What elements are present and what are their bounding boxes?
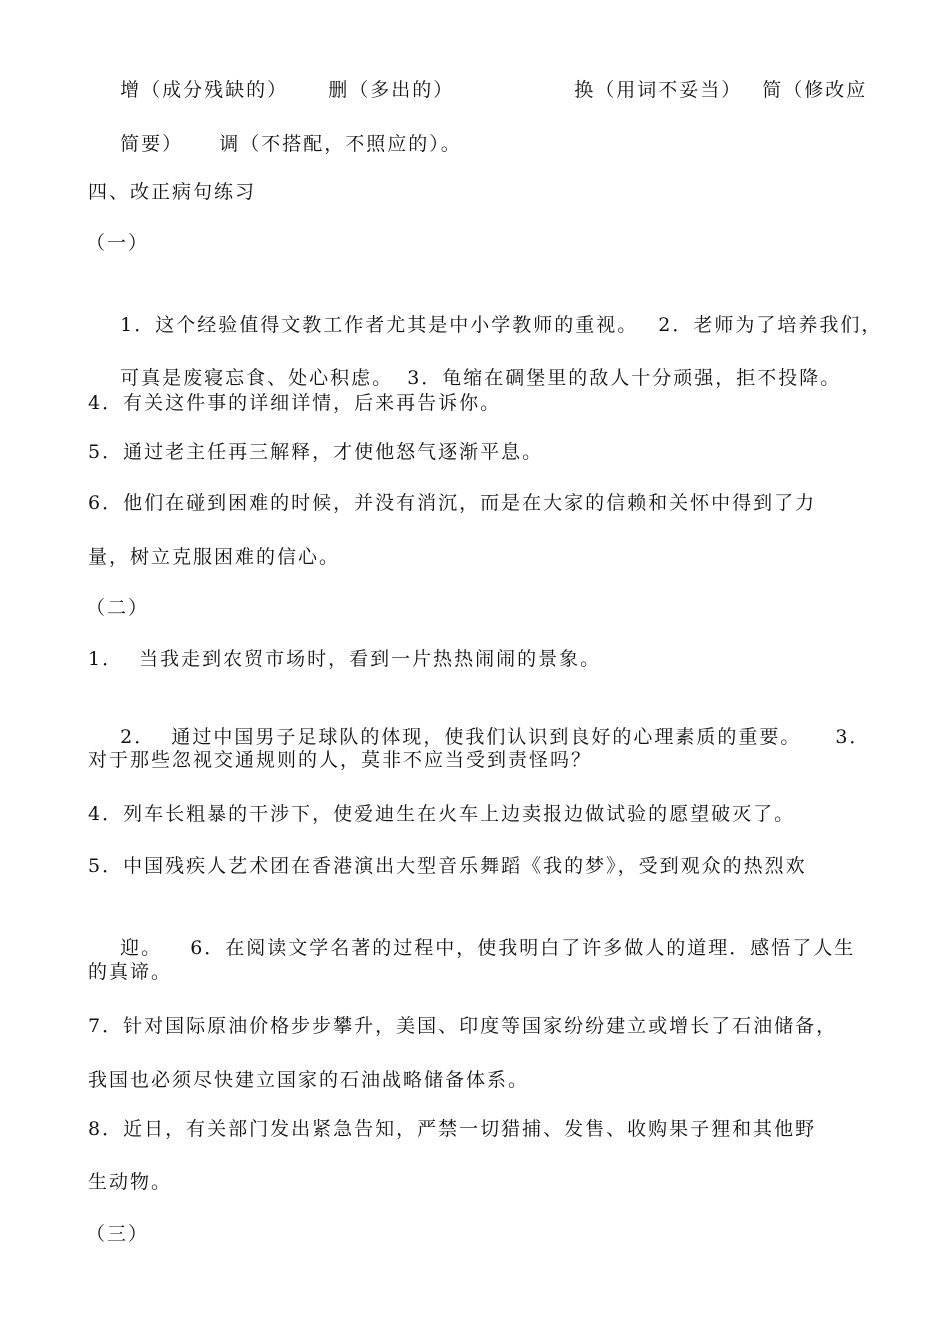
sentence-2-2: 2． 通过中国男子足球队的体现，使我们认识到良好的心理素质的重要。 <box>120 726 802 748</box>
methods-line-2 <box>88 102 462 186</box>
sentence-2-6-cont: 的真谛。 <box>88 961 173 983</box>
sentence-1-5: 5．通过老主任再三解释，才使他怒气逐渐平息。 <box>88 441 544 463</box>
section-title: 四、改正病句练习 <box>88 181 257 203</box>
method-jian-start: 简（修改应 <box>762 79 868 101</box>
sentence-1-2-cont: 可真是废寝忘食、处心积虑。 <box>120 367 394 389</box>
sentence-1-3: 3．龟缩在碉堡里的敌人十分顽强，拒不投降。 <box>407 367 842 389</box>
sentence-2-4: 4．列车长粗暴的干涉下，使爱迪生在火车上边卖报边做试验的愿望破灭了。 <box>88 803 796 825</box>
sentence-2-3-number: 3． <box>835 726 871 748</box>
sentence-1-6-cont: 量，树立克服困难的信心。 <box>88 546 341 568</box>
sentence-1-2: 2．老师为了培养我们， <box>658 314 883 336</box>
sentence-1-6: 6．他们在碰到困难的时候，并没有消沉，而是在大家的信赖和关怀中得到了力 <box>88 492 817 514</box>
method-jian-end: 简要） <box>120 133 184 155</box>
group-heading-3: （三） <box>86 1223 150 1245</box>
method-zeng: 增（成分残缺的） <box>120 79 289 101</box>
exercise-line <box>88 906 855 990</box>
sentence-2-7: 7．针对国际原油价格步步攀升，美国、印度等国家纷纷建立或增长了石油储备， <box>88 1015 838 1037</box>
sentence-1-4: 4．有关这件事的详细详情，后来再告诉你。 <box>88 392 502 414</box>
sentence-2-5: 5．中国残疾人艺术团在香港演出大型音乐舞蹈《我的梦》，受到观众的热烈欢 <box>88 855 807 877</box>
group-heading-2: （二） <box>86 597 150 619</box>
group-heading-1: （一） <box>86 232 150 254</box>
sentence-2-8-cont: 生动物。 <box>88 1171 173 1193</box>
sentence-2-6: 6．在阅读文学名著的过程中，使我明白了许多做人的道理．感悟了人生 <box>190 937 856 959</box>
sentence-2-1: 1． 当我走到农贸市场时，看到一片热热闹闹的景象。 <box>88 648 602 670</box>
sentence-2-3: 对于那些忽视交通规则的人，莫非不应当受到责怪吗？ <box>88 749 593 771</box>
sentence-2-5-cont: 迎。 <box>120 937 163 959</box>
sentence-1-1: 1．这个经验值得文教工作者尤其是中小学教师的重视。 <box>120 314 639 336</box>
sentence-2-8: 8．近日，有关部门发出紧急告知，严禁一切猎捕、发售、收购果子狸和其他野 <box>88 1118 817 1140</box>
method-tiao: 调（不搭配，不照应的）。 <box>219 133 462 155</box>
method-shan: 删（多出的） <box>328 79 455 101</box>
sentence-2-7-cont: 我国也必须尽快建立国家的石油战略储备体系。 <box>88 1069 530 1091</box>
method-huan: 换（用词不妥当） <box>574 79 743 101</box>
